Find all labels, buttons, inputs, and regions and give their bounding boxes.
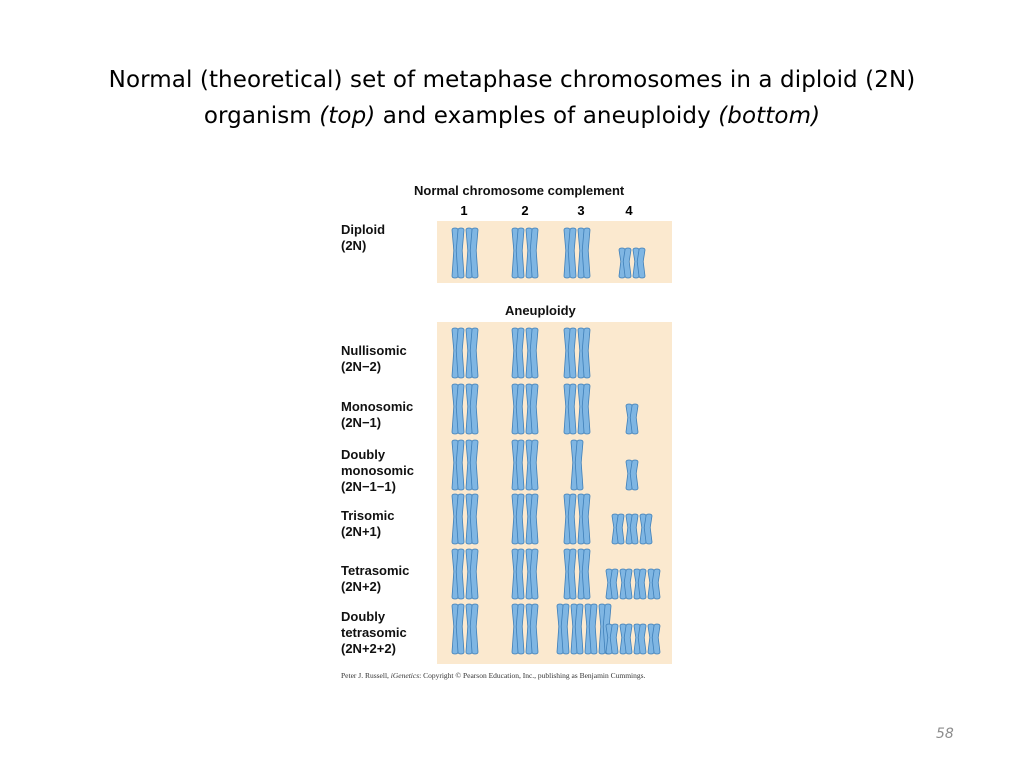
chromosome-tetrasomic-4-3 (634, 569, 646, 599)
chromosome-trisomic-2-2 (526, 494, 538, 544)
chromosome-doubly-monosomic-2-1 (512, 440, 524, 490)
chromosome-tetrasomic-3-1 (564, 549, 576, 599)
chromosome-nullisomic-3-2 (578, 328, 590, 378)
chromosome-monosomic-2-2 (526, 384, 538, 434)
chromosome-doubly-tetrasomic-4-1 (606, 624, 618, 654)
chromosome-trisomic-4-1 (612, 514, 624, 544)
chromosome-trisomic-4-3 (640, 514, 652, 544)
chromosome-nullisomic-2-1 (512, 328, 524, 378)
chromosome-number-4: 4 (625, 203, 633, 218)
chromosome-number-1: 1 (460, 203, 468, 218)
chromosome-trisomic-1-2 (466, 494, 478, 544)
aneuploidy-heading: Aneuploidy (505, 303, 576, 318)
title-bottom-italic: (bottom) (718, 103, 821, 129)
normal-complement-heading: Normal chromosome complement (414, 183, 625, 198)
chromosome-doubly-tetrasomic-4-2 (620, 624, 632, 654)
chromosome-doubly-monosomic-1-2 (466, 440, 478, 490)
chromosome-monosomic-1-2 (466, 384, 478, 434)
chromosome-monosomic-1-1 (452, 384, 464, 434)
chromosome-tetrasomic-2-1 (512, 549, 524, 599)
chromosome-diploid-4-1 (619, 248, 631, 278)
chromosome-monosomic-2-1 (512, 384, 524, 434)
chromosome-tetrasomic-3-2 (578, 549, 590, 599)
chromosome-trisomic-1-1 (452, 494, 464, 544)
chromosome-monosomic-3-1 (564, 384, 576, 434)
chromosome-trisomic-3-1 (564, 494, 576, 544)
chromosome-diploid-1-2 (466, 228, 478, 278)
chromosome-doubly-monosomic-2-2 (526, 440, 538, 490)
chromosome-diploid-3-2 (578, 228, 590, 278)
chromosome-doubly-tetrasomic-4-3 (634, 624, 646, 654)
chromosome-trisomic-3-2 (578, 494, 590, 544)
chromosome-doubly-tetrasomic-3-1 (557, 604, 569, 654)
chromosome-monosomic-4-1 (626, 404, 638, 434)
chromosome-doubly-monosomic-3-1 (571, 440, 583, 490)
chromosome-doubly-tetrasomic-4-4 (648, 624, 660, 654)
chromosome-tetrasomic-4-2 (620, 569, 632, 599)
figure-credit: Peter J. Russell, iGenetics: Copyright © Pearson Education, Inc., publishing as Benjamin Cummings. (341, 671, 646, 680)
row-label-diploid: Diploid (2N) (341, 222, 386, 253)
chromosome-doubly-tetrasomic-3-3 (585, 604, 597, 654)
title-top-italic: (top) (319, 103, 376, 129)
row-label-trisomic: Trisomic (2N+1) (341, 508, 395, 539)
row-label-nullisomic: Nullisomic (2N−2) (341, 343, 407, 374)
chromosome-diploid-3-1 (564, 228, 576, 278)
chromosome-doubly-tetrasomic-2-1 (512, 604, 524, 654)
chromosome-doubly-monosomic-4-1 (626, 460, 638, 490)
chromosome-nullisomic-2-2 (526, 328, 538, 378)
chromosome-doubly-tetrasomic-1-2 (466, 604, 478, 654)
row-label-doubly-monosomic: Doubly monosomic (2N−1−1) (341, 447, 414, 494)
row-label-monosomic: Monosomic (2N−1) (341, 399, 414, 430)
chromosome-diploid-2-2 (526, 228, 538, 278)
chromosome-tetrasomic-1-1 (452, 549, 464, 599)
chromosome-nullisomic-3-1 (564, 328, 576, 378)
chromosome-trisomic-4-2 (626, 514, 638, 544)
chromosome-doubly-tetrasomic-3-2 (571, 604, 583, 654)
chromosome-diploid-4-2 (633, 248, 645, 278)
title-text-2: and examples of aneuploidy (375, 103, 719, 129)
chromosome-nullisomic-1-1 (452, 328, 464, 378)
chromosome-monosomic-3-2 (578, 384, 590, 434)
row-label-tetrasomic: Tetrasomic (2N+2) (341, 563, 410, 594)
chromosome-doubly-tetrasomic-2-2 (526, 604, 538, 654)
chromosome-tetrasomic-1-2 (466, 549, 478, 599)
chromosome-tetrasomic-4-1 (606, 569, 618, 599)
chromosome-doubly-monosomic-1-1 (452, 440, 464, 490)
chromosome-diploid-1-1 (452, 228, 464, 278)
chromosome-number-3: 3 (577, 203, 585, 218)
chromosome-doubly-tetrasomic-1-1 (452, 604, 464, 654)
chromosome-number-2: 2 (521, 203, 529, 218)
row-label-doubly-tetrasomic: Doubly tetrasomic (2N+2+2) (341, 609, 407, 656)
chromosome-tetrasomic-2-2 (526, 549, 538, 599)
chromosome-trisomic-2-1 (512, 494, 524, 544)
chromosome-diploid-2-1 (512, 228, 524, 278)
chromosome-nullisomic-1-2 (466, 328, 478, 378)
page-number: 58 (936, 726, 954, 742)
title-text-1: Normal (theoretical) set of metaphase chromosomes in a diploid (2N) organism (108, 67, 916, 129)
chromosome-tetrasomic-4-4 (648, 569, 660, 599)
